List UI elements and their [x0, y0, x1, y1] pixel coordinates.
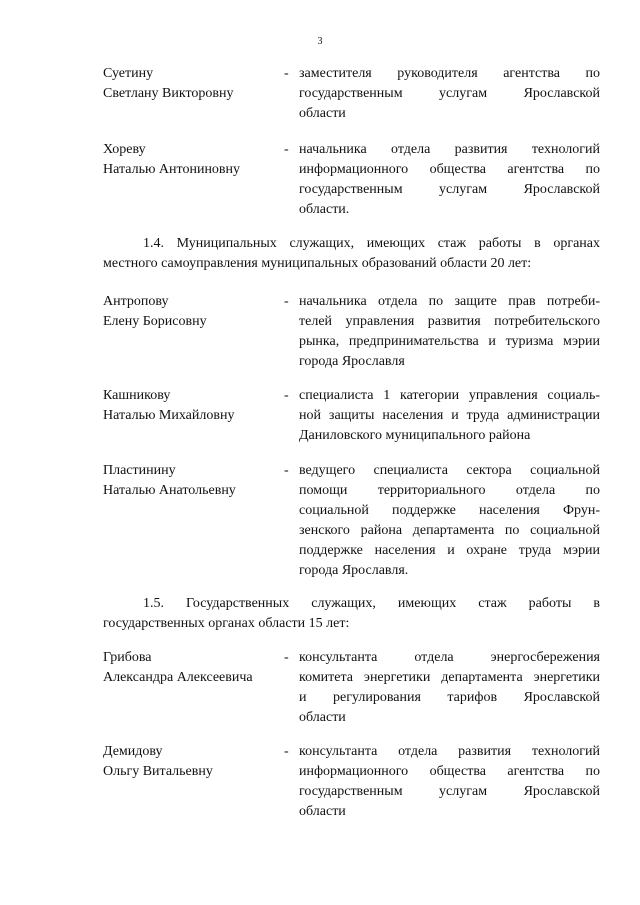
surname: Демидову [103, 744, 163, 759]
person-name [103, 140, 281, 180]
description-line: поддержке населения и охране труда мэрии [299, 543, 600, 558]
person-name [103, 461, 281, 501]
description-line: помощи территориального отдела по [299, 483, 600, 498]
description-line: ведущего специалиста сектора социальной [299, 463, 600, 478]
description-line: государственным услугам Ярославской [299, 182, 600, 197]
person-name [103, 64, 281, 104]
person-name [103, 742, 281, 782]
description-line: зенского района департамента по социальной [299, 523, 600, 538]
position-description [299, 292, 600, 372]
dash-separator: - [284, 294, 289, 309]
surname: Антропову [103, 294, 169, 309]
surname: Грибова [103, 650, 152, 665]
given-names: Ольгу Витальевну [103, 764, 213, 779]
description-line: области [299, 804, 346, 819]
description-line: области. [299, 202, 350, 217]
given-names: Елену Борисовну [103, 314, 207, 329]
dash-separator: - [284, 142, 289, 157]
description-line: начальника отдела по защите прав потреби- [299, 294, 600, 309]
person-name [103, 648, 281, 688]
description-line: государственным услугам Ярославской [299, 86, 600, 101]
dash-separator: - [284, 463, 289, 478]
description-line: ной защиты населения и труда администрации [299, 408, 600, 423]
position-description [299, 386, 600, 446]
description-line: города Ярославля. [299, 563, 409, 578]
section-line: 1.4. Муниципальных служащих, имеющих стаж работы в органах [143, 236, 600, 251]
description-line: социальной поддержке населения Фрун- [299, 503, 600, 518]
person-name [103, 386, 281, 426]
surname: Кашникову [103, 388, 171, 403]
description-line: и регулирования тарифов Ярославской [299, 690, 600, 705]
surname: Пластинину [103, 463, 176, 478]
description-line: информационного общества агентства по [299, 764, 600, 779]
given-names: Наталью Михайловну [103, 408, 235, 423]
surname: Суетину [103, 66, 154, 81]
page-number: 3 [317, 36, 323, 47]
description-line: рынка, предпринимательства и туризма мэрии [299, 334, 600, 349]
dash-separator: - [284, 744, 289, 759]
position-description [299, 742, 600, 822]
description-line: информационного общества агентства по [299, 162, 600, 177]
description-line: заместителя руководителя агентства по [299, 66, 600, 81]
section-heading-1-4 [103, 234, 600, 274]
position-description [299, 64, 600, 124]
surname: Хореву [103, 142, 146, 157]
description-line: государственным услугам Ярославской [299, 784, 600, 799]
description-line: комитета энергетики департамента энергетики [299, 670, 600, 685]
given-names: Светлану Викторовну [103, 86, 234, 101]
description-line: специалиста 1 категории управления социаль- [299, 388, 600, 403]
description-line: консультанта отдела развития технологий [299, 744, 600, 759]
description-line: области [299, 106, 346, 121]
position-description [299, 648, 600, 728]
section-line: государственных органах области 15 лет: [103, 616, 350, 631]
dash-separator: - [284, 650, 289, 665]
description-line: начальника отдела развития технологий [299, 142, 600, 157]
given-names: Наталью Антониновну [103, 162, 241, 177]
dash-separator: - [284, 66, 289, 81]
person-name [103, 292, 281, 332]
given-names: Александра Алексеевича [103, 670, 253, 685]
dash-separator: - [284, 388, 289, 403]
position-description [299, 461, 600, 581]
description-line: города Ярославля [299, 354, 405, 369]
description-line: телей управления развития потребительского [299, 314, 600, 329]
section-line: 1.5. Государственных служащих, имеющих стаж работы в [143, 596, 600, 611]
position-description [299, 140, 600, 220]
section-heading-1-5 [103, 594, 600, 634]
description-line: Даниловского муниципального района [299, 428, 531, 443]
given-names: Наталью Анатольевну [103, 483, 236, 498]
description-line: области [299, 710, 346, 725]
description-line: консультанта отдела энергосбережения [299, 650, 600, 665]
section-line: местного самоуправления муниципальных образований области 20 лет: [103, 256, 532, 271]
